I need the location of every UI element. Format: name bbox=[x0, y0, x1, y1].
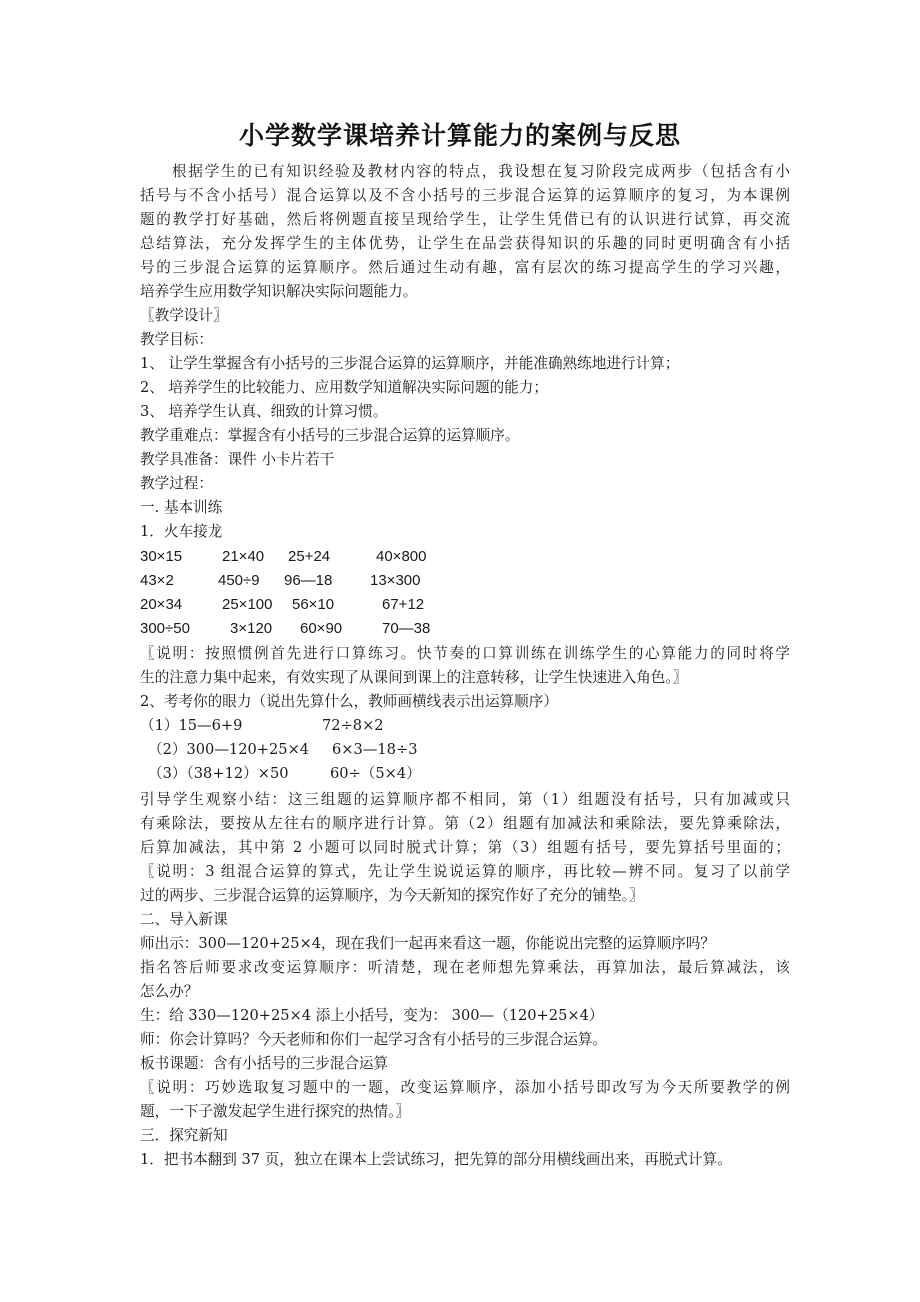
intro-line: 题的教学打好基础，然后将例题直接呈现给学生，让学生凭借已有的认识进行试算，再交流 bbox=[140, 211, 790, 228]
intro-line: 总结算法，充分发挥学生的主体优势，让学生在品尝获得知识的乐趣的同时更明确含有小括 bbox=[140, 235, 790, 252]
summary-line: 有乘除法，要按从左往右的顺序进行计算。第（2）组题有加减法和乘除法，要先算乘除法， bbox=[140, 815, 790, 832]
body-line: 指名答后师要求改变运算顺序：听清楚，现在老师想先算乘法，再算加法，最后算减法，该 bbox=[140, 959, 790, 976]
summary-line: 后算加减法，其中第 2 小题可以同时脱式计算；第（3）组题有括号，要先算括号里面的； bbox=[140, 839, 790, 856]
drill-cell: 67+12 bbox=[382, 596, 425, 613]
page-title: 小学数学课培养计算能力的案例与反思 bbox=[238, 121, 681, 150]
drill-row bbox=[140, 617, 790, 641]
drill-cell: 70—38 bbox=[382, 620, 431, 637]
drill-cell: 40×800 bbox=[376, 548, 427, 565]
drill-row bbox=[140, 593, 790, 617]
section-heading-2: 二、导入新课 bbox=[140, 911, 228, 928]
note-line: 题，一下子激发起学生进行探究的热情。〗 bbox=[140, 1103, 410, 1120]
materials: 教学具准备：课件 小卡片若干 bbox=[140, 451, 335, 468]
exercise-row bbox=[140, 762, 790, 786]
drill-cell: 20×34 bbox=[140, 596, 183, 613]
note-line: 〖说明：按照惯例首先进行口算练习。快节奏的口算训练在训练学生的心算能力的同时将学 bbox=[140, 645, 790, 662]
exercise-cell: 60÷（5×4） bbox=[330, 765, 421, 782]
intro-line: 培养学生应用数学知识解决实际问题能力。 bbox=[140, 283, 418, 300]
intro-line: 根据学生的已有知识经验及教材内容的特点，我设想在复习阶段完成两步（包括含有小 bbox=[172, 163, 790, 180]
section-heading-design: 〖教学设计〗 bbox=[140, 307, 228, 324]
drill-cell: 3×120 bbox=[230, 620, 273, 637]
goals-label: 教学目标： bbox=[140, 331, 213, 348]
drill-cell: 21×40 bbox=[222, 548, 265, 565]
body-line: 生：给 330—120+25×4 添上小括号，变为： 300—（120+25×4） bbox=[140, 1007, 604, 1024]
drill-row bbox=[140, 569, 790, 593]
section-heading-3: 三．探究新知 bbox=[140, 1127, 228, 1144]
drill-cell: 300÷50 bbox=[140, 620, 190, 637]
drill-cell: 30×15 bbox=[140, 548, 183, 565]
exercise-row bbox=[140, 714, 790, 738]
drill-cell: 13×300 bbox=[370, 572, 421, 589]
drill-cell: 25+24 bbox=[288, 548, 331, 565]
item-heading: 2、考考你的眼力（说出先算什么，教师画横线表示出运算顺序） bbox=[140, 693, 558, 710]
note-line: 〖说明：3 组混合运算的算式，先让学生说说运算的顺序，再比较—辨不同。复习了以前学 bbox=[140, 863, 790, 880]
key-point: 教学重难点：掌握含有小括号的三步混合运算的运算顺序。 bbox=[140, 427, 520, 444]
drill-cell: 96—18 bbox=[284, 572, 333, 589]
intro-line: 号的三步混合运算的运算顺序。然后通过生动有趣，富有层次的练习提高学生的学习兴趣， bbox=[140, 259, 790, 276]
body-line: 板书课题：含有小括号的三步混合运算 bbox=[140, 1055, 389, 1072]
body-line: 怎么办？ bbox=[140, 983, 199, 1000]
exercise-cell: 6×3—18÷3 bbox=[332, 741, 418, 758]
goal-item: 2、 培养学生的比较能力、应用数学知道解决实际问题的能力； bbox=[140, 379, 548, 396]
drill-cell: 56×10 bbox=[292, 596, 335, 613]
exercise-cell: （3）（38+12）×50 bbox=[148, 765, 289, 782]
drill-cell: 43×2 bbox=[140, 572, 174, 589]
body-line: 师：你会计算吗？今天老师和你们一起学习含有小括号的三步混合运算。 bbox=[140, 1031, 608, 1048]
note-line: 〖说明：巧妙选取复习题中的一题，改变运算顺序，添加小括号即改写为今天所要教学的例 bbox=[140, 1079, 790, 1096]
exercise-cell: （1）15—6+9 bbox=[140, 717, 243, 734]
intro-line: 括号与不含小括号）混合运算以及不含小括号的三步混合运算的运算顺序的复习，为本课例 bbox=[140, 187, 790, 204]
process-label: 教学过程： bbox=[140, 475, 213, 492]
drill-cell: 25×100 bbox=[222, 596, 273, 613]
summary-line: 引导学生观察小结：这三组题的运算顺序都不相同，第（1）组题没有括号，只有加减或只 bbox=[140, 791, 790, 808]
drill-cell: 60×90 bbox=[300, 620, 343, 637]
note-line: 生的注意力集中起来，有效实现了从课间到课上的注意转移，让学生快速进入角色。〗 bbox=[140, 669, 688, 686]
goal-item: 1、 让学生掌握含有小括号的三步混合运算的运算顺序，并能准确熟练地进行计算； bbox=[140, 355, 680, 372]
exercise-row bbox=[140, 738, 790, 762]
note-line: 过的两步、三步混合运算的运算顺序，为今天新知的探究作好了充分的铺垫。〗 bbox=[140, 887, 644, 904]
exercise-cell: 72÷8×2 bbox=[322, 717, 384, 734]
drill-row bbox=[140, 545, 790, 569]
item-heading: 1．把书本翻到 37 页，独立在课本上尝试练习，把先算的部分用横线画出来，再脱式计算。 bbox=[140, 1151, 732, 1168]
item-heading: 1．火车接龙 bbox=[140, 523, 223, 540]
body-line: 师出示：300—120+25×4，现在我们一起再来看这一题，你能说出完整的运算顺序吗？ bbox=[140, 935, 716, 952]
goal-item: 3、 培养学生认真、细致的计算习惯。 bbox=[140, 403, 388, 420]
section-heading-1: 一. 基本训练 bbox=[140, 499, 223, 516]
drill-cell: 450÷9 bbox=[218, 572, 260, 589]
exercise-cell: （2）300—120+25×4 bbox=[148, 741, 310, 758]
